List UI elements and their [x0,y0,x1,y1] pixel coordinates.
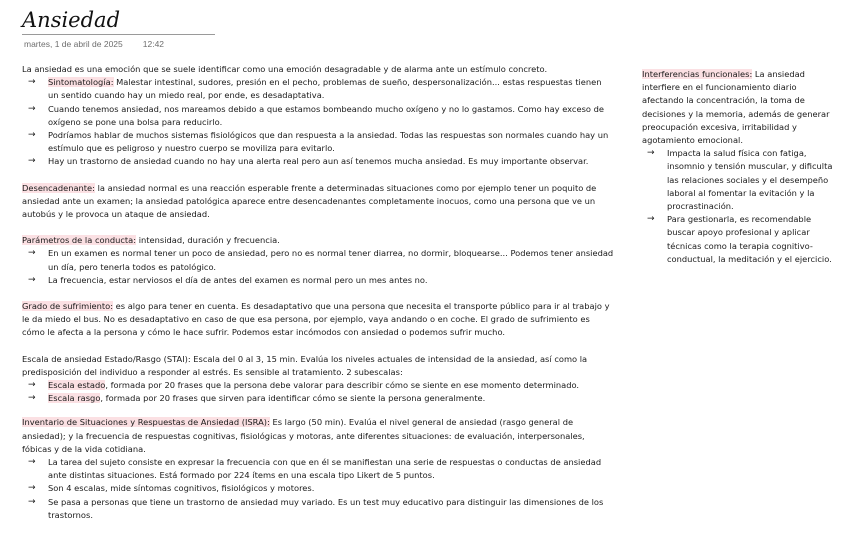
list-item: → Escala rasgo, formada por 20 frases que sirven para identificar cómo se siente la persona generalmente. [22,392,614,405]
stai-paragraph: Escala de ansiedad Estado/Rasgo (STAI): Escala del 0 al 3, 15 min. Evalúa los niveles actuales de intensidad de la ansiedad, así como la predisposición del individuo a responder al estrés. Es sensible al tratamiento. 2 subescalas: [22,353,588,377]
list-item: → Sintomatología: Malestar intestinal, sudores, presión en el pecho, problemas de sueño, despersonalización... estas respuestas tienen un sentido cuando hay un miedo real, por ende, es desadaptativa. [22,76,614,102]
list-item: → En un examen es normal tener un poco de ansiedad, pero no es normal tener diarrea, no dormir, bloquearse... Podemos tener ansiedad un día, pero tenerla todos es patológico. [22,247,614,273]
highlight-label: Parámetros de la conducta: [22,235,137,246]
page-timestamp [24,39,164,49]
list-item: → Cuando tenemos ansiedad, nos mareamos debido a que estamos bombeando mucho oxígeno y no lo gastamos. Como hay exceso de oxígeno se pone una bolsa para reducirlo. [22,103,614,129]
parametros-paragraph: Parámetros de la conducta: intensidad, duración y frecuencia. [22,235,280,246]
list-item: → Podríamos hablar de muchos sistemas fisiológicos que dan respuesta a la ansiedad. Todas las respuestas son normales cuando hay un estímulo que es peligroso y nuestro cuerpo se moviliza para evitarlo. [22,129,614,155]
parametros-list [22,247,614,287]
sufrimiento-paragraph: Grado de sufrimiento: es algo para tener en cuenta. Es desadaptativo que una persona que necesita el transporte público para ir al trabajo y le da miedo el bus. No es desadaptativo en caso de que esa persona, por ejemplo, vaya andando o en coche. El grado de sufrimiento es cómo le afecta a la persona y cómo le hace sufrir. Podemos estar incómodos con ansiedad o podemos sufrir mucho. [22,301,610,338]
title-underline [22,34,215,35]
page-time: 12:42 [142,39,165,49]
list-item: → Son 4 escalas, mide síntomas cognitivos, fisiológicos y motores. [22,482,614,495]
stai-list [22,379,614,405]
note-side-column[interactable] [642,68,838,266]
desencadenante-paragraph: Desencadenante: la ansiedad normal es una reacción esperable frente a determinadas situaciones como por ejemplo tener un poquito de ansiedad ante un examen; la ansiedad patológica aparece entre desencadenantes completamente inocuos, como una persona que ve un autobús y le provoca un ataque de ansiedad. [22,182,597,220]
intro-paragraph: La ansiedad es una emoción que se suele identificar como una emoción desagradable y de alarma ante un estímulo concreto. [22,64,548,74]
list-item: → La frecuencia, estar nerviosos el día de antes del examen es normal pero un mes antes no. [22,274,614,287]
intro-list [22,76,614,168]
highlight-label: Inventario de Situaciones y Respuestas de Ansiedad (ISRA): [22,417,270,428]
list-item: → Impacta la salud física con fatiga, insomnio y tensión muscular, y dificulta las relaciones sociales y el desempeño laboral al fomentar la evitación y la procrastinación. [642,147,838,213]
note-main-column[interactable] [22,63,614,522]
page-title: Ansiedad [22,8,121,32]
list-item: → Se pasa a personas que tiene un trastorno de ansiedad muy variado. Es un test muy educativo para distinguir las dimensiones de los trastornos. [22,496,614,522]
highlight-label: Interferencias funcionales: [642,69,753,79]
list-item: → Para gestionarla, es recomendable buscar apoyo profesional y aplicar técnicas como la terapia cognitivo-conductual, la meditación y el ejercicio. [642,213,838,266]
highlight-label: Escala estado [48,380,106,391]
highlight-label: Grado de sufrimiento: [22,301,114,312]
interferencias-list [642,147,838,266]
highlight-label: Sintomatología: [48,77,114,88]
page-date: martes, 1 de abril de 2025 [24,39,123,49]
list-item: → La tarea del sujeto consiste en expresar la frecuencia con que en él se manifiestan una serie de respuestas o conductas de ansiedad ante distintas situaciones. Está formado por 224 ítems en una escala tipo Likert de 5 puntos. [22,456,614,482]
list-item: → Hay un trastorno de ansiedad cuando no hay una alerta real pero aun así tenemos mucha ansiedad. Es muy importante observar. [22,155,614,168]
highlight-label: Desencadenante: [22,182,95,193]
list-item: → Escala estado, formada por 20 frases que la persona debe valorar para describir cómo se siente en ese momento determinado. [22,379,614,392]
interferencias-paragraph: Interferencias funcionales: La ansiedad interfiere en el funcionamiento diario afectando la concentración, la toma de decisiones y la memoria, además de generar preocupación excesiva, irritabilidad y agotamiento emocional. [642,69,830,146]
isra-list [22,456,614,522]
isra-paragraph: Inventario de Situaciones y Respuestas de Ansiedad (ISRA): Es largo (50 min). Evalúa el nivel general de ansiedad (rasgo general de ansiedad); y la frecuencia de respuestas cognitivas, fisiológicas y motoras, ante diferentes situaciones: de evaluación, interpersonales, fóbicas y de la vida cotidiana. [22,417,585,454]
highlight-label: Escala rasgo [48,393,101,404]
